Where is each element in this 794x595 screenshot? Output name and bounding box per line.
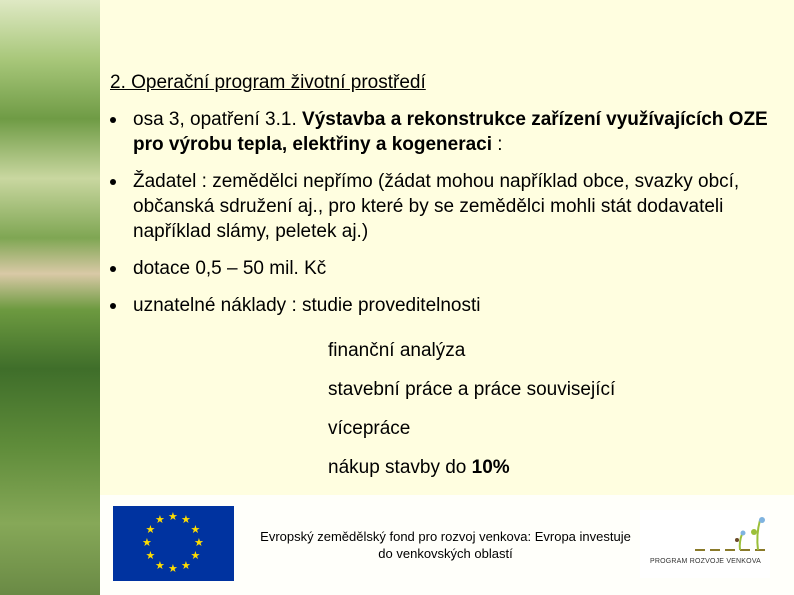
- logo-label: PROGRAM ROZVOJE VENKOVA: [650, 558, 762, 565]
- cost-item: finanční analýza: [328, 340, 466, 361]
- star-icon: ★: [142, 537, 152, 549]
- star-icon: ★: [145, 550, 156, 562]
- text: :: [492, 134, 503, 155]
- text: nákup stavby do: [328, 457, 472, 478]
- list-item: [110, 256, 780, 281]
- footer-text: Evropský zemědělský fond pro rozvoj venkova: Evropa investuje do venkovských oblastí: [260, 529, 631, 561]
- star-icon: ★: [168, 563, 178, 575]
- landscape-photo: [0, 0, 100, 595]
- text: osa 3, opatření 3.1.: [133, 109, 303, 130]
- star-icon: ★: [168, 511, 178, 523]
- star-icon: ★: [190, 524, 201, 536]
- bullet-icon: [110, 117, 116, 123]
- list-item: [110, 169, 780, 244]
- star-icon: ★: [190, 550, 201, 562]
- bullet-icon: [110, 266, 116, 272]
- bold-text: 10%: [471, 457, 510, 478]
- star-icon: ★: [181, 559, 191, 572]
- star-icon: ★: [145, 524, 156, 536]
- text: dotace 0,5 – 50 mil. Kč: [133, 258, 327, 279]
- text: Žadatel : zemědělci nepřímo (žádat mohou například obce, svazky obcí, občanská sdružení aj., pro které by se zemědělci mohli stát dodavateli například slámy, peletek aj.): [133, 171, 740, 242]
- cost-item: [328, 457, 510, 479]
- bullet-icon: [110, 179, 116, 185]
- cost-item: vícepráce: [328, 418, 411, 439]
- bullet-icon: [110, 303, 116, 309]
- star-icon: ★: [155, 514, 165, 527]
- star-icon: ★: [181, 514, 191, 527]
- slide-title: 2. Operační program životní prostředí: [110, 72, 426, 93]
- star-icon: ★: [194, 537, 204, 549]
- list-item: [110, 293, 780, 318]
- plants-icon: [640, 510, 770, 555]
- list-item: [110, 107, 780, 157]
- bullet-list: [110, 107, 780, 330]
- program-rozvoje-venkova-logo: [640, 510, 770, 578]
- bold-text: Výstavba a rekonstrukce zařízení využívajících OZE pro výrobu tepla, elektřiny a kogeneraci: [133, 109, 768, 155]
- eu-flag-logo: [113, 506, 234, 581]
- text: uznatelné náklady : studie proveditelnosti: [133, 295, 481, 316]
- star-icon: ★: [155, 559, 165, 572]
- cost-item: stavební práce a práce související: [328, 379, 616, 400]
